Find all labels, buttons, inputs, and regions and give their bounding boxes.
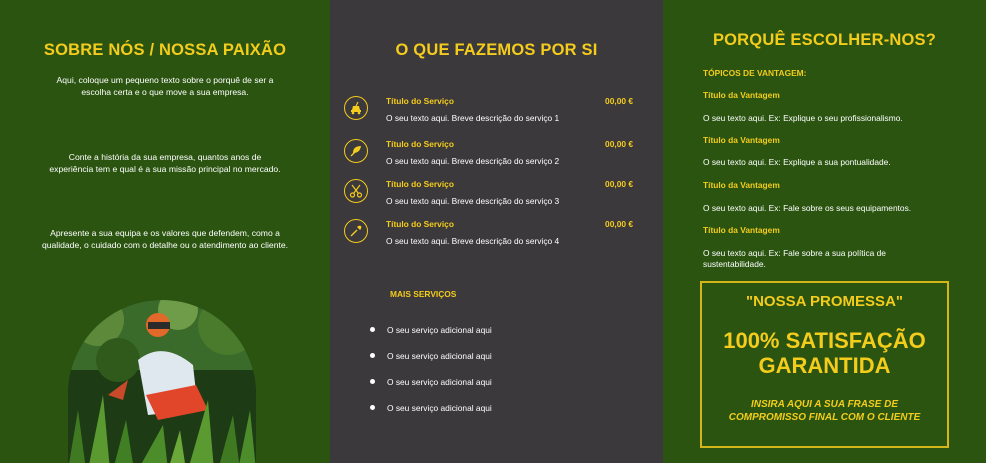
about-paragraph-3	[0, 228, 330, 251]
service-price: 00,00 €	[605, 96, 633, 106]
about-paragraph-3-line-1: Apresente a sua equipa e os valores que defendem, como a	[50, 228, 280, 238]
advantage-text: O seu texto aqui. Ex: Fale sobre os seus equipamentos.	[703, 203, 912, 213]
about-paragraph-1	[0, 75, 330, 98]
service-item	[344, 139, 649, 175]
shovel-icon	[344, 219, 368, 243]
promise-subtext-line-2: COMPROMISSO FINAL COM O CLIENTE	[728, 412, 921, 423]
promise-headline-line-2: GARANTIDA	[758, 353, 891, 378]
advantage-title: Título da Vantagem	[703, 90, 780, 100]
topics-label: TÓPICOS DE VANTAGEM:	[703, 68, 807, 78]
service-item	[344, 179, 649, 215]
about-paragraph-2-line-1: Conte a história da sua empresa, quantos anos de	[68, 152, 262, 162]
service-description: O seu texto aqui. Breve descrição do serviço 2	[386, 156, 560, 166]
service-description: O seu texto aqui. Breve descrição do serviço 3	[386, 196, 560, 206]
service-description: O seu texto aqui. Breve descrição do serviço 4	[386, 236, 560, 246]
promise-subtext	[702, 398, 947, 424]
promise-box	[700, 281, 949, 448]
promise-label: "NOSSA PROMESSA"	[745, 293, 904, 310]
service-price: 00,00 €	[605, 179, 633, 189]
why-us-panel	[663, 0, 986, 463]
advantage-title: Título da Vantagem	[703, 225, 780, 235]
lawn-mower-icon	[344, 96, 368, 120]
bullet-icon	[370, 353, 375, 358]
service-item	[344, 96, 649, 132]
promise-headline	[702, 328, 947, 378]
about-panel	[0, 0, 330, 463]
about-paragraph-1-line-2: escolha certa e o que move a sua empresa.	[81, 86, 249, 97]
bullet-icon	[370, 379, 375, 384]
service-item	[344, 219, 649, 255]
advantage-text: O seu texto aqui. Ex: Explique a sua pontualidade.	[703, 157, 891, 167]
service-title: Título do Serviço	[386, 96, 454, 106]
about-paragraph-2-line-2: experiência tem e qual é a sua missão principal no mercado.	[49, 163, 281, 174]
service-price: 00,00 €	[605, 219, 633, 229]
promise-subtext-line-1: INSIRA AQUI A SUA FRASE DE	[750, 399, 899, 410]
advantage-text: O seu texto aqui. Ex: Fale sobre a sua política de sustentabilidade.	[703, 248, 886, 269]
service-description: O seu texto aqui. Breve descrição do serviço 1	[386, 113, 560, 123]
gardener-illustration	[68, 300, 256, 463]
about-paragraph-3-line-2: qualidade, o cuidado com o detalhe ou o atendimento ao cliente.	[41, 239, 289, 250]
about-paragraph-2	[0, 152, 330, 175]
bullet-icon	[370, 405, 375, 410]
advantage-text: O seu texto aqui. Ex: Explique o seu profissionalismo.	[703, 113, 903, 123]
list-item-label: O seu serviço adicional aqui	[387, 377, 492, 387]
services-title: O QUE FAZEMOS POR SI	[395, 41, 598, 59]
about-paragraph-1-line-1: Aqui, coloque um pequeno texto sobre o porquê de ser a	[56, 75, 274, 85]
list-item-label: O seu serviço adicional aqui	[387, 403, 492, 413]
gardener-photo	[68, 300, 256, 463]
list-item	[370, 351, 492, 361]
list-item	[370, 325, 492, 335]
list-item-label: O seu serviço adicional aqui	[387, 351, 492, 361]
list-item	[370, 403, 492, 413]
services-panel	[330, 0, 663, 463]
advantage-title: Título da Vantagem	[703, 135, 780, 145]
list-item-label: O seu serviço adicional aqui	[387, 325, 492, 335]
service-title: Título do Serviço	[386, 179, 454, 189]
service-title: Título do Serviço	[386, 139, 454, 149]
service-title: Título do Serviço	[386, 219, 454, 229]
about-title: SOBRE NÓS / NOSSA PAIXÃO	[43, 41, 287, 59]
leaf-icon	[344, 139, 368, 163]
service-price: 00,00 €	[605, 139, 633, 149]
more-services-title: MAIS SERVIÇOS	[390, 289, 457, 299]
promise-headline-line-1: 100% SATISFAÇÃO	[723, 328, 926, 353]
bullet-icon	[370, 327, 375, 332]
advantage-title: Título da Vantagem	[703, 180, 780, 190]
list-item	[370, 377, 492, 387]
scissors-icon	[344, 179, 368, 203]
why-us-title: PORQUÊ ESCOLHER-NOS?	[712, 31, 937, 49]
